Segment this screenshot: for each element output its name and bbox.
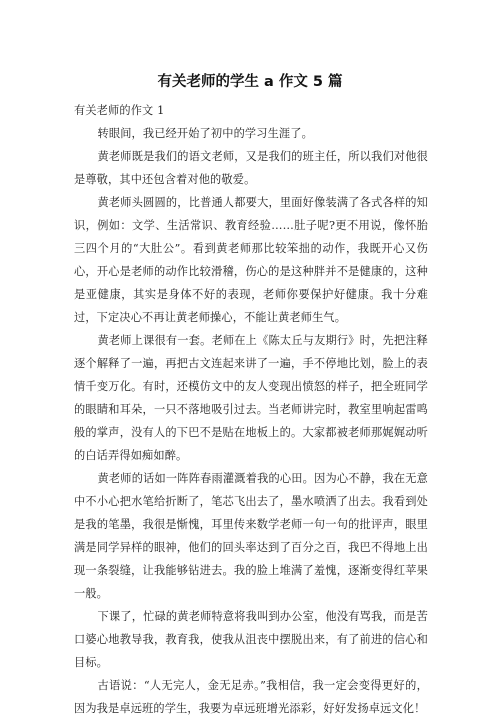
paragraph: 下课了，忙碌的黄老师特意将我叫到办公室，他没有骂我，而是苦口婆心地教导我，教育我，使我从沮丧中摆脱出来，有了前进的信心和目标。 (74, 610, 428, 669)
paragraph: 转眼间，我已经开始了初中的学习生涯了。 (97, 127, 313, 140)
page-title: 有关老师的学生 a 作文 5 篇 (157, 74, 343, 90)
section-subtitle: 有关老师的作文 1 (74, 104, 165, 117)
paragraph: 黄老师既是我们的语文老师，又是我们的班主任，所以我们对他很是尊敬，其中还包含着对他的敬爱。 (74, 150, 428, 186)
paragraph: 黄老师的话如一阵阵春雨灌溉着我的心田。因为心不静，我在无意中不小心把水笔给折断了，笔芯飞出去了，墨水喷洒了出去。我看到处是我的笔墨，我很是惭愧，耳里传来数学老师一句一句的批评声，眼里满是同学异样的眼神，他们的回头率达到了百分之百，我巴不得地上出现一条裂缝，让我能够钻进去。我的脸上堆满了羞愧，逐渐变得红苹果一般。 (74, 472, 428, 600)
paragraph: 古语说：“人无完人，金无足赤。”我相信，我一定会变得更好的，因为我是卓远班的学生，我要为卓远班增光添彩，好好发扬卓远文化！ (74, 679, 428, 715)
paragraph: 黄老师上课很有一套。老师在上《陈太丘与友期行》时，先把注释逐个解释了一遍，再把古文连起来讲了一遍，手不停地比划，脸上的表情千变万化。有时，还模仿文中的友人变现出愤怒的样子，把全班同学的眼睛和耳朵，一只不落地吸引过去。当老师讲完时，教室里响起雷鸣般的掌声，没有人的下巴不是贴在地板上的。大家都被老师那娓娓动听的白话弄得如痴如醉。 (74, 334, 428, 462)
document-body (74, 99, 428, 720)
paragraph: 黄老师头圆圆的，比普通人都要大，里面好像装满了各式各样的知识，例如：文学、生活常识、教育经验……肚子呢?更不用说，像怀胎三四个月的“大肚公”。看到黄老师那比较笨拙的动作，我既开心又伤心，开心是老师的动作比较滑稽，伤心的是这种胖并不是健康的，这种是亚健康，其实是身体不好的表现，老师你要保护好健康。我十分难过，下定决心不再让黄老师操心，不能让黄老师生气。 (74, 196, 428, 324)
